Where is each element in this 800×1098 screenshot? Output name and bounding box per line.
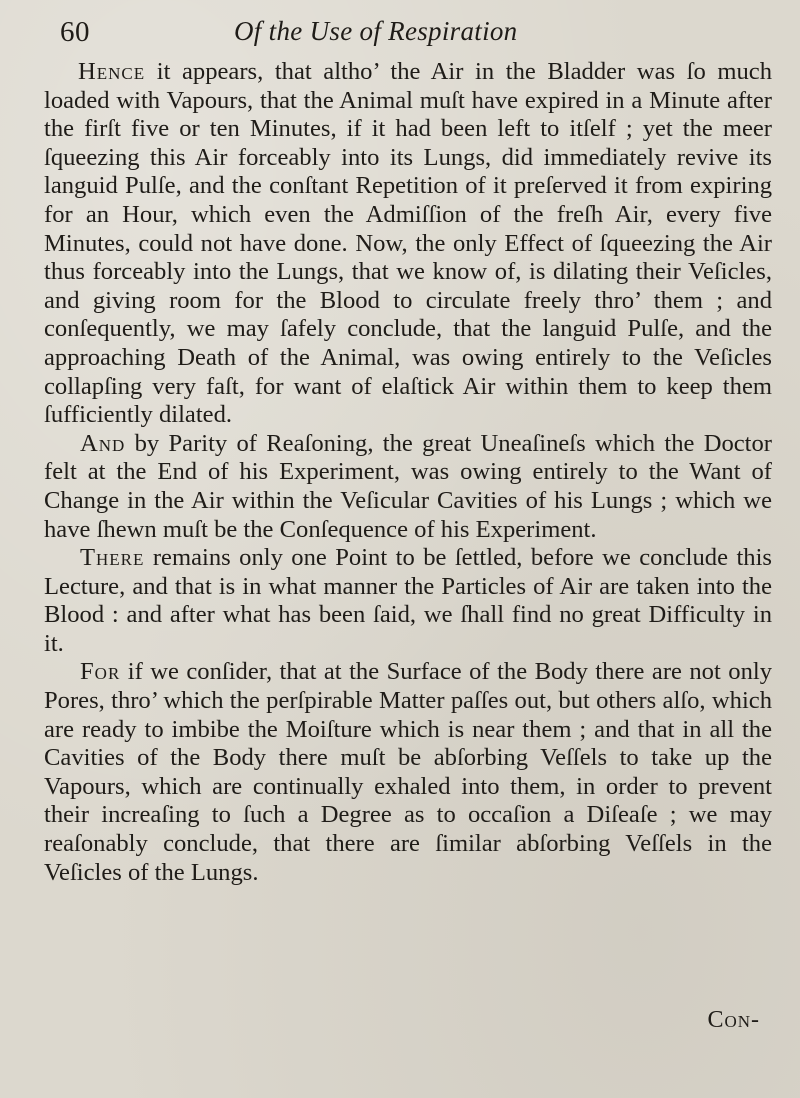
paragraph-1-text: it appears, that altho’ the Air in the Bladder was ſo much loaded with Vapours, that the Animal muſt have expired in a Minute after the firſt five or ten Minutes, if it had been left to itſelf ; yet the meer ſqueezing this Air forceably into its Lungs, did immediately revive its languid Pulſe, and the conſtant Repetition of it preſerved it from expiring for an Hour, which even the Admiſſion of the freſh Air, every five Minutes, could not have done. Now, the only Effect of ſqueezing the Air thus forceably into the Lungs, that we know of, is dilating their Veſicles, and giving room for the Blood to circulate freely thro’ them ; and conſequently, we may ſafely conclude, that the languid Pulſe, and the approaching Death of the Animal, was owing entirely to the Veſicles collapſing very faſt, for want of elaſtick Air within them to keep them ſufficiently dilated. <box>44 58 772 429</box>
paragraph-2 <box>44 430 772 544</box>
paragraph-3-text: remains only one Point to be ſettled, before we conclude this Lecture, and that is in what manner the Particles of Air are taken into the Blood : and after what has been ſaid, we ſhall find no great Difficulty in it. <box>44 544 772 657</box>
paragraph-1-lead-word: Hence <box>78 58 146 85</box>
paragraph-4-lead-word: For <box>80 658 121 686</box>
paragraph-2-lead-word: And <box>80 429 126 457</box>
paragraph-2-text: by Parity of Reaſoning, the great Uneaſineſs which the Doctor felt at the End of his Experiment, was owing entirely to the Want of Change in the Air within the Veſicular Cavities of his Lungs ; which we have ſhewn muſt be the Conſequence of his Experiment. <box>44 429 772 543</box>
paragraph-4 <box>44 658 772 887</box>
running-head <box>44 14 772 58</box>
body-text <box>44 58 772 887</box>
paragraph-1 <box>44 58 772 430</box>
running-title: Of the Use of Respiration <box>234 16 518 46</box>
page-number: 60 <box>60 16 90 48</box>
catchword: Con- <box>707 1007 760 1033</box>
paragraph-4-text: if we conſider, that at the Surface of the Body there are not only Pores, thro’ which the perſpirable Matter paſſes out, but others alſo, which are ready to imbibe the Moiſture which is near them ; and that in all the Cavities of the Body there muſt be abſorbing Veſſels to take up the Vapours, which are continually exhaled into them, in order to prevent their increaſing to ſuch a Degree as to occaſion a Diſeaſe ; we may reaſonably conclude, that there are ſimilar abſorbing Veſſels in the Veſicles of the Lungs. <box>44 658 772 886</box>
paragraph-3-lead-word: There <box>80 544 145 572</box>
paragraph-3 <box>44 544 772 658</box>
